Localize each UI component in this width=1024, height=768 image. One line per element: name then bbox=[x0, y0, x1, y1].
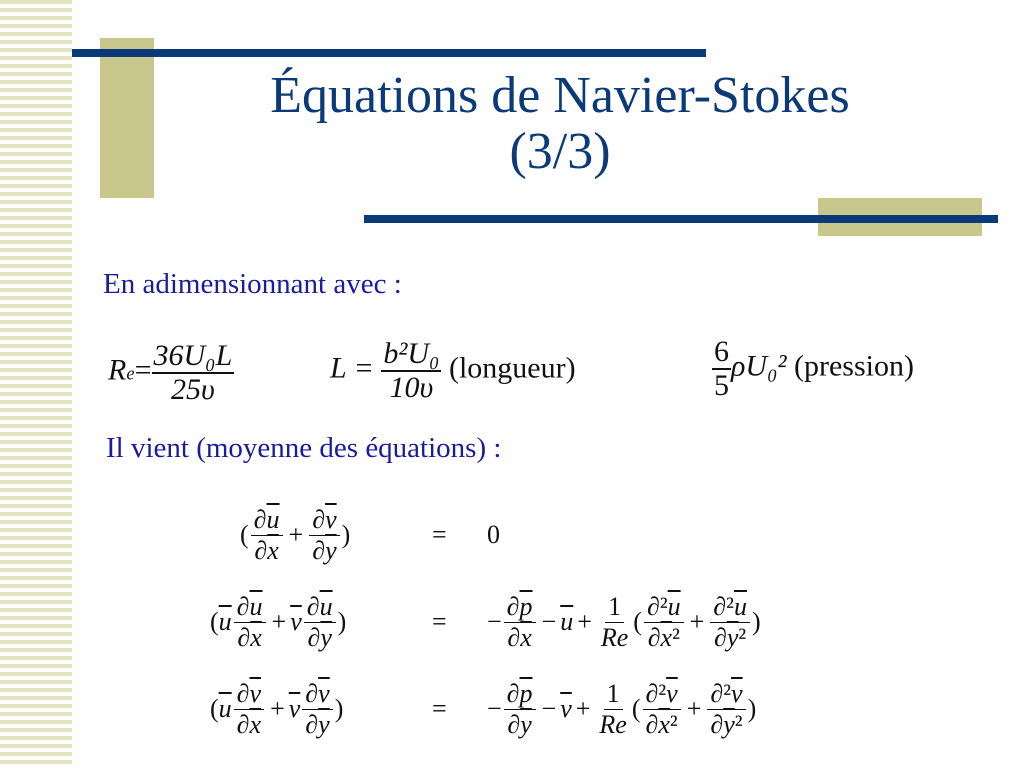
equation-continuity: ( $\frac{\partial\overline{u}}{\partial\overline{x}}$ + $\frac{\partial\overline{v}}{\partial\overline{y}}$ ) bbox=[240, 504, 351, 565]
equation-system bbox=[0, 490, 1024, 760]
reynolds-symbol: R bbox=[108, 353, 127, 387]
pressure-expression: ρU₀² bbox=[731, 349, 787, 383]
reynolds-subscript: e bbox=[126, 363, 135, 385]
slide-title-line-2: (3/3) bbox=[509, 123, 611, 180]
length-fraction bbox=[381, 338, 441, 403]
length-definition bbox=[330, 338, 576, 403]
length-numerator: b²U₀ bbox=[383, 337, 440, 370]
pressure-fraction bbox=[712, 336, 731, 401]
length-denominator: 10υ bbox=[389, 370, 434, 404]
reynolds-denominator: 25υ bbox=[171, 372, 215, 406]
length-lhs: L = bbox=[330, 351, 374, 385]
reynolds-numerator: 36U₀L bbox=[153, 339, 233, 372]
pressure-coef-denominator: 5 bbox=[714, 368, 729, 402]
equation-continuity-rhs: 0 bbox=[487, 520, 500, 549]
slide-title bbox=[160, 68, 960, 180]
equation-y-momentum-equals: = bbox=[432, 694, 447, 723]
equation-x-momentum-equals: = bbox=[432, 607, 447, 636]
length-label: (longueur) bbox=[448, 351, 576, 385]
pressure-label: (pression) bbox=[794, 349, 914, 383]
reynolds-definition bbox=[108, 340, 234, 405]
intro-text: En adimensionnant avec : bbox=[103, 268, 402, 300]
pressure-definition bbox=[712, 336, 914, 401]
result-text: Il vient (moyenne des équations) : bbox=[106, 432, 502, 464]
equation-continuity-equals: = bbox=[432, 520, 447, 549]
accent-block-top-left bbox=[100, 38, 154, 198]
equation-y-momentum-rhs: − $\frac{\partial\overline{p}}{\partial\overline{y}}$ − $\overline{v}$ + $\frac{1}{Re}$ ( $\frac{\partial^2\overline{v}}{\partial\overline{x}^2}$ + $\frac{\partial^2\overline{v}}{\partial\overline{y}^2}$ ) bbox=[487, 678, 757, 739]
equation-y-momentum-lhs: ( $\overline{u}$ $\frac{\partial\overline{v}}{\partial\overline{x}}$ + $\overline{v}$ $\frac{\partial\overline{v}}{\partial\overline{y}}$ ) bbox=[210, 678, 344, 739]
equation-x-momentum-lhs: ( $\overline{u}$ $\frac{\partial\overline{u}}{\partial\overline{x}}$ + $\overline{v}$ $\frac{\partial\overline{u}}{\partial\overline{y}}$ ) bbox=[210, 591, 347, 652]
pressure-coef-numerator: 6 bbox=[714, 335, 729, 368]
slide-title-line-1: Équations de Navier-Stokes bbox=[270, 67, 850, 124]
reynolds-fraction bbox=[152, 340, 235, 405]
title-bottom-rule bbox=[364, 215, 998, 223]
equation-x-momentum-rhs: − $\frac{\partial\overline{p}}{\partial\overline{x}}$ − $\overline{u}$ + $\frac{1}{Re}$ ( $\frac{\partial^2\overline{u}}{\partial\overline{x}^2}$ + $\frac{\partial^2\overline{u}}{\partial\overline{y}^2}$ ) bbox=[487, 591, 761, 652]
title-top-rule bbox=[72, 49, 706, 57]
reynolds-equals: = bbox=[134, 353, 152, 387]
